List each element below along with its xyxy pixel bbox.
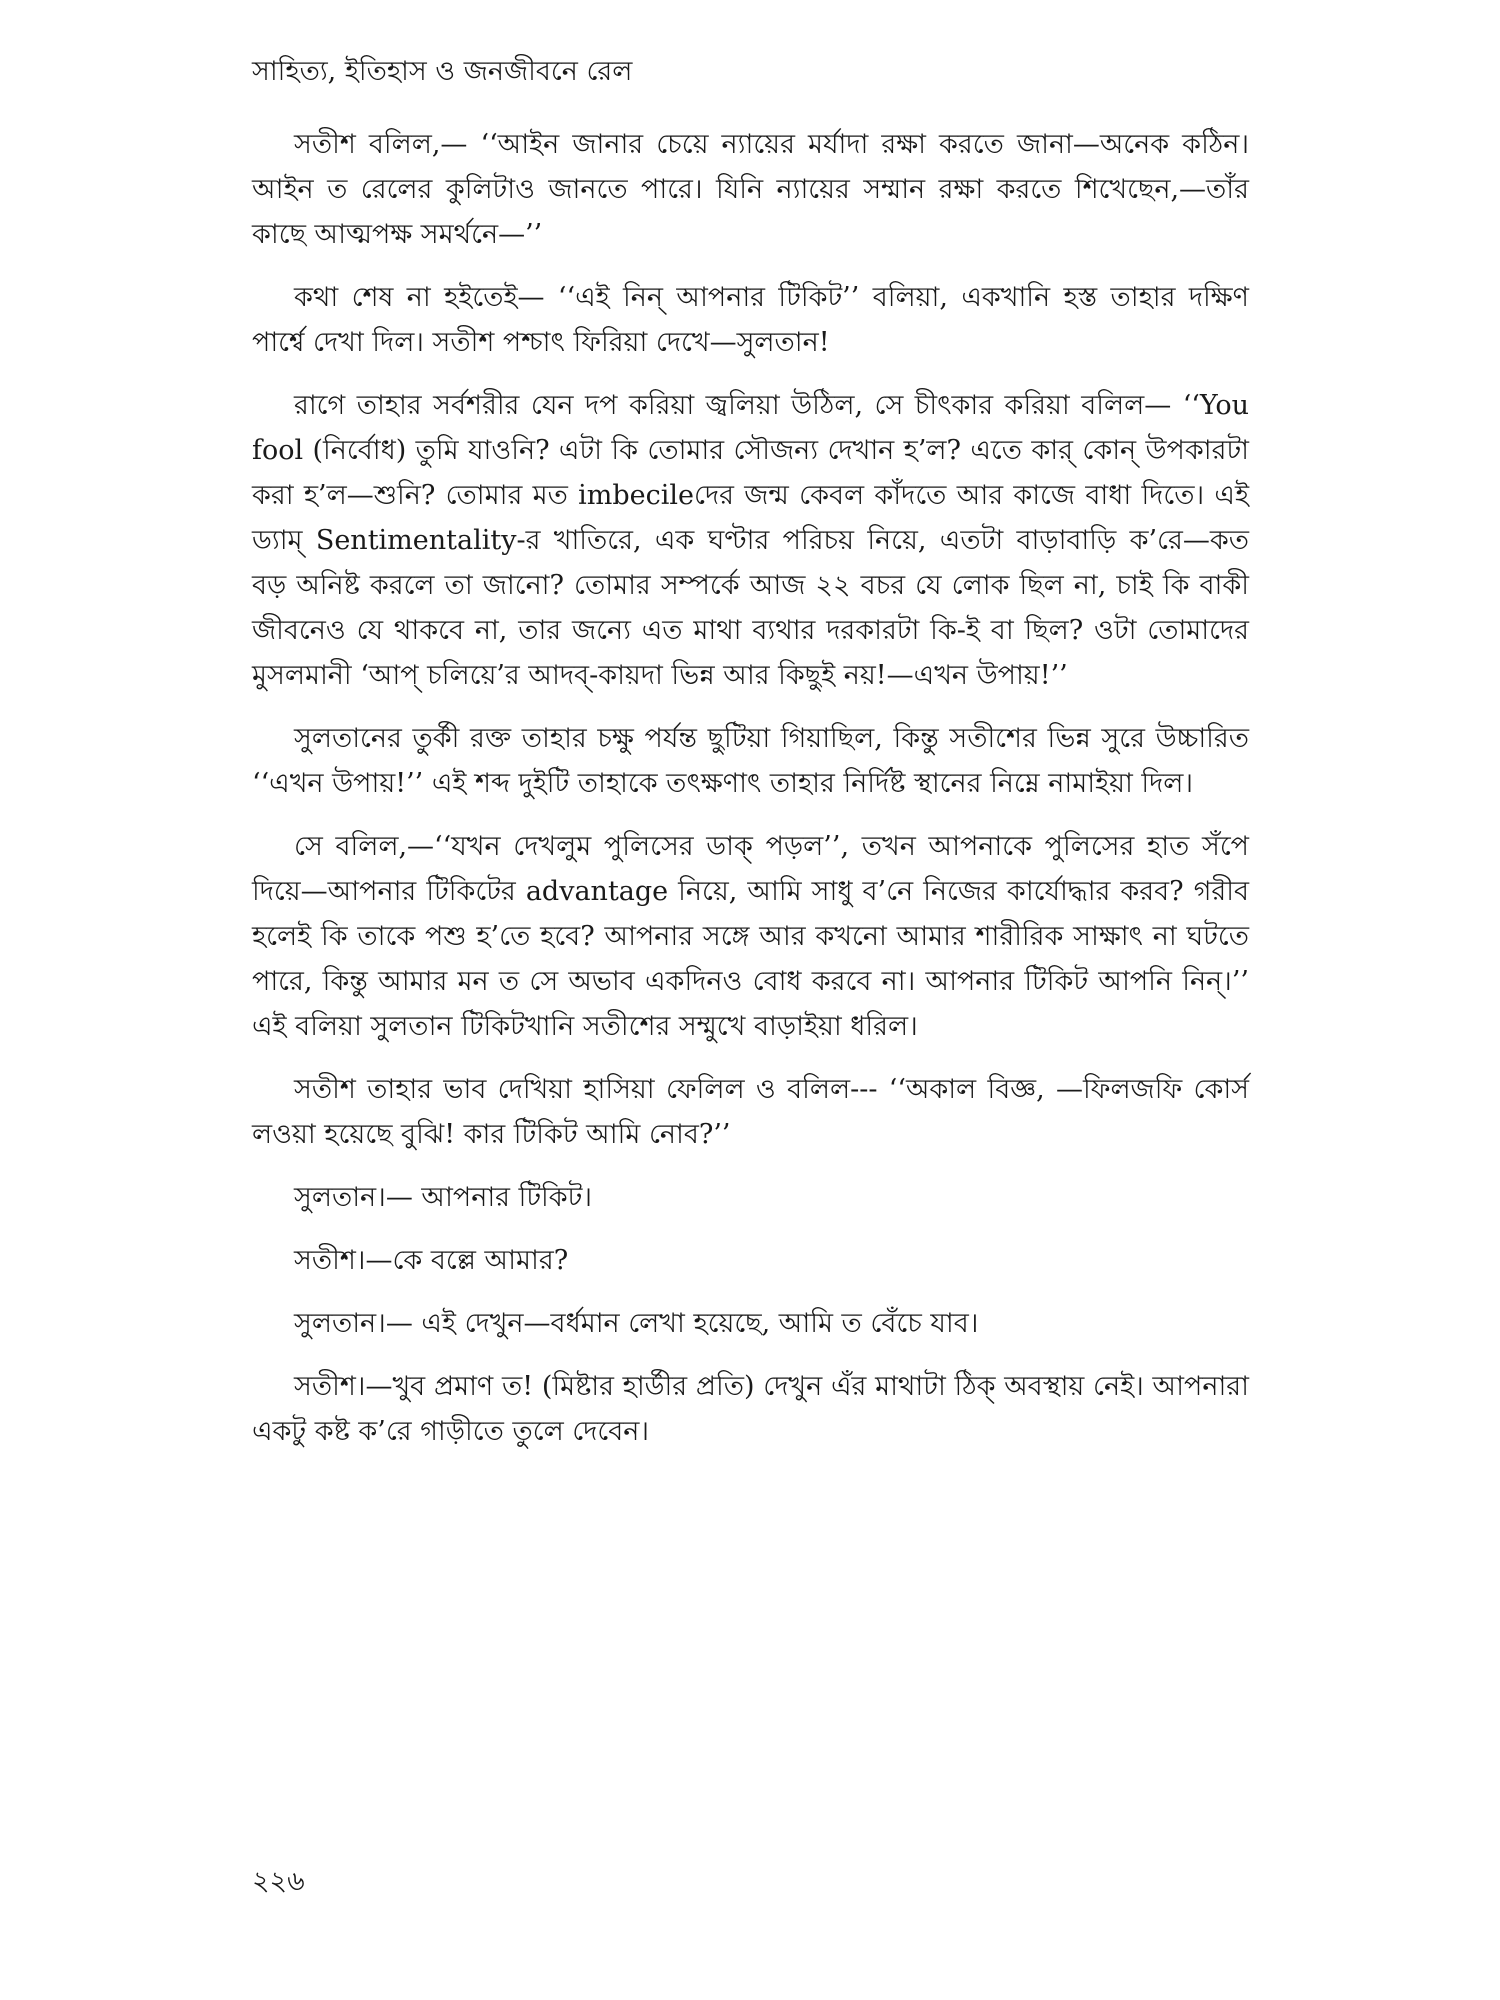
paragraph-4: সুলতানের তুর্কী রক্ত তাহার চক্ষু পর্যন্ত ছুটিয়া গিয়াছিল, কিন্তু সতীশের ভিন্ন সুরে উচ্চারিত ‘‘এখন উপায়!’’ এই শব্দ দুইটি তাহাকে তৎক্ষণাৎ তাহার নির্দিষ্ট স্থানের নিম্নে নামাইয়া দিল। (252, 723, 1249, 799)
paragraph-3: রাগে তাহার সর্বশরীর যেন দপ করিয়া জ্বলিয়া উঠিল, সে চীৎকার করিয়া বলিল— ‘‘You fool (নির্বোধ) তুমি যাওনি? এটা কি তোমার সৌজন্য দেখান হ’ল? এতে কার্ কোন্ উপকারটা করা হ’ল—শুনি? তোমার মত imbecileদের জন্ম কেবল কাঁদতে আর কাজে বাধা দিতে। এই ড্যাম্ Sentimentality-র খাতিরে, এক ঘণ্টার পরিচয় নিয়ে, এতটা বাড়াবাড়ি ক’রে—কত বড় অনিষ্ট করলে তা জানো? তোমার সম্পর্কে আজ ২২ বচর যে লোক ছিল না, চাই কি বাকী জীবনেও যে থাকবে না, তার জন্যে এত মাথা ব্যথার দরকারটা কি-ই বা ছিল? ওটা তোমাদের মুসলমানী ‘আপ্ চলিয়ে’র আদব্-কায়দা ভিন্ন আর কিছুই নয়!—এখন উপায়!’’ (252, 390, 1249, 691)
paragraph-2: কথা শেষ না হইতেই— ‘‘এই নিন্ আপনার টিকিট’’ বলিয়া, একখানি হস্ত তাহার দক্ষিণ পার্শ্বে দেখা দিল। সতীশ পশ্চাৎ ফিরিয়া দেখে—সুলতান! (252, 282, 1249, 358)
paragraph-1: সতীশ বলিল,— ‘‘আইন জানার চেয়ে ন্যায়ের মর্যাদা রক্ষা করতে জানা—অনেক কঠিন। আইন ত রেলের কুলিটাও জানতে পারে। যিনি ন্যায়ের সম্মান রক্ষা করতে শিখেছেন,—তাঁর কাছে আত্মপক্ষ সমর্থনে—’’ (252, 129, 1249, 250)
paragraph-6: সতীশ তাহার ভাব দেখিয়া হাসিয়া ফেলিল ও বলিল--- ‘‘অকাল বিজ্ঞ, —ফিলজফি কোর্স লওয়া হয়েছে বুঝি! কার টিকিট আমি নোব?’’ (252, 1074, 1249, 1150)
running-head: সাহিত্য, ইতিহাস ও জনজীবনে রেল (252, 56, 633, 87)
paragraph-10: সতীশ।—খুব প্রমাণ ত! (মিষ্টার হার্ডীর প্রতি) দেখুন এঁর মাথাটা ঠিক্ অবস্থায় নেই। আপনারা একটু কষ্ট ক’রে গাড়ীতে তুলে দেবেন। (252, 1371, 1249, 1447)
paragraph-9: সুলতান।— এই দেখুন—বর্ধমান লেখা হয়েছে, আমি ত বেঁচে যাব। (294, 1308, 979, 1339)
paragraph-7: সুলতান।— আপনার টিকিট। (294, 1182, 593, 1213)
page-number: ২২৬ (252, 1866, 305, 1897)
body-text (252, 122, 1249, 1472)
paragraph-5: সে বলিল,—‘‘যখন দেখলুম পুলিসের ডাক্ পড়ল’’, তখন আপনাকে পুলিসের হাত সঁপে দিয়ে—আপনার টিকিটের advantage নিয়ে, আমি সাধু ব’নে নিজের কার্যোদ্ধার করব? গরীব হলেই কি তাকে পশু হ’তে হবে? আপনার সঙ্গে আর কখনো আমার শারীরিক সাক্ষাৎ না ঘটতে পারে, কিন্তু আমার মন ত সে অভাব একদিনও বোধ করবে না। আপনার টিকিট আপনি নিন্।’’ এই বলিয়া সুলতান টিকিটখানি সতীশের সম্মুখে বাড়াইয়া ধরিল। (252, 831, 1249, 1042)
paragraph-8: সতীশ।—কে বল্লে আমার? (294, 1245, 569, 1276)
